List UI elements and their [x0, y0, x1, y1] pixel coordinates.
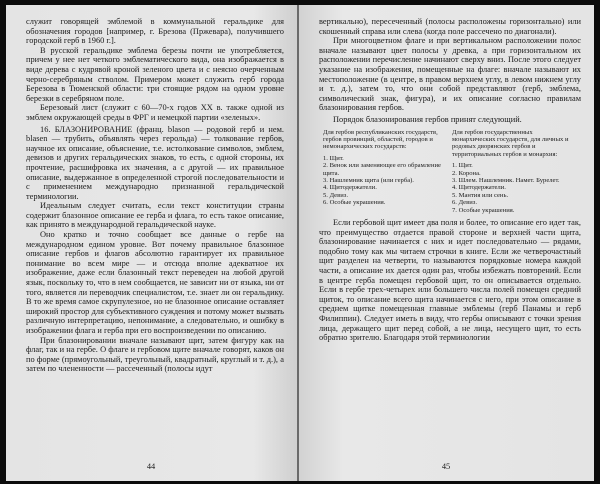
- paragraph: служит говорящей эмблемой в коммунальной геральдике для обозначения городов [например, г. Брезова (Пржевара), получившего городской герб в 1960 г.].: [26, 17, 284, 46]
- list-item: 2. Венок или заменяющее его обрамление щита.: [323, 162, 441, 177]
- list-item: 2. Корона.: [452, 169, 481, 177]
- paragraph: Идеальным следует считать, если текст конституции страны содержит блазонное описание ее герба и флага, то есть такое описание, как принято в международной геральдической науке.: [26, 201, 284, 230]
- paragraph: При многоцветном флаге и при вертикальном расположении полос вначале называют цвет полосы у древка, а при горизонтальном их расположении перечисление начинают сверху вниз. После этого следует указание на изображения, помещенные на флаге: вначале называют их местоположение (в центре, в правом верхнем углу, в левом нижнем углу и т. д.), затем то, что они собой представляют (герб, эмблема, символический знак, фигура), и их описание согласно правилам блазонирования гербов.: [319, 36, 581, 113]
- left-page: [6, 5, 297, 481]
- list-item: 5. Мантия или сень.: [452, 191, 509, 199]
- page-number: 45: [441, 462, 451, 471]
- paragraph: Если гербовой щит имеет два поля и более, то описание его идет так, что преимущество отдается правой стороне и верхней части щита, блазонирование начинается с них и идет последовательно — рядами, подобно тому как мы читаем строчки в книге. Если же четверочастный щит разделен на четверти, то называются порядковые номера каждой части, а описание их дается один раз, чтобы избежать повторений. Если в центре герба помещен гербовой щит, то он описывается отдельно. Если в гербе трех-четырех или большего числа полей помещен средний щиток, то описание всего щита начинается с него, при этом описание в среднем щитке помещенная главные эмблемы (герб Панамы и герб Филиппин). Следует иметь в виду, что гербы описывают с точки зрения лица, держащего щит перед собой, а не лица, несущего щит, то есть обратно зрителю. Благодаря этой терминологии: [319, 218, 581, 343]
- right-page: [299, 5, 594, 481]
- list-item: 4. Щитодержатели.: [323, 184, 377, 192]
- entry-blazonirovanie: 16. БЛАЗОНИРОВАНИЕ (франц. blason — родовой герб и нем. blasen — трубить, объявлять через герольда) — толкование гербов, научное их описание, объяснение, т.е. истолкование символов, эмблем, девизов и других геральдических знаков, то есть, с одной стороны, их прочтение, расшифровка их значения, а с другой — их правильное описание, выдержанное в определенной строгой последовательности и с применением международно признанной геральдической терминологии.: [26, 124, 284, 201]
- right-page-text: [319, 17, 581, 343]
- paragraph: Порядок блазонирования гербов принят следующий.: [333, 114, 522, 124]
- paragraph: вертикально), пересеченный (полосы расположены горизонтально) или скошенный справа или слева (когда поле рассечено по диагонали).: [319, 17, 581, 36]
- list-item: 1. Щит.: [323, 154, 344, 162]
- paragraph: В русской геральдике эмблема березы почти не употребляется, причем у нее нет четкого эмблематического вида, она изображается в виде дерева с кудрявой кроной зеленого цвета и с неясно очерченным черно-серебряным стволом. Примером может служить герб города Березова в Тюменской области: три стоящие рядом на одном уровне березки в серебряном поле.: [26, 45, 284, 103]
- list-item: 3. Нашлемник щита (или герба).: [323, 176, 414, 184]
- list-item: 1. Щит.: [452, 162, 473, 170]
- list-item: 3. Шлем. Нашлемник. Намет. Бурелет.: [452, 176, 560, 184]
- page-number: 44: [146, 462, 156, 471]
- paragraph: При блазонировании вначале называют щит, затем фигуру как на флаг, так и на гербе. О флаге и гербовом щите вначале говорят, каков он по форме (прямоугольный, треугольный, квадратный, круглый и т. д.), а затем по члененности — рассеченный (полосы идут: [26, 335, 284, 374]
- list-item: 6. Особые украшения.: [323, 199, 386, 207]
- table-column-republican: [323, 129, 452, 214]
- list-item: 4. Щитодержатели.: [452, 184, 506, 192]
- table-column-monarchic: [452, 129, 581, 214]
- left-page-text: [26, 17, 284, 374]
- paragraph: Березовый лист (служит с 60—70-х годов XX в. также одной из эмблем окружающей среды в ФРГ и немецкой партии «зеленых».: [26, 103, 284, 122]
- list-item: 7. Особые украшения.: [452, 206, 515, 214]
- column-header: Для гербов государственных монархических государств, для личных и родовых дворянских гербов и территориальных гербов и монархия:: [452, 128, 569, 158]
- paragraph: Оно кратко и точно сообщает все данные о гербе на международном едином уровне. Вот почему правильное блазонное описание гербов и флагов абсолютно гарантирует их правильное понимание во всем мире — и отсюда вполне адекватное их изображение, даже если блазонный текст переведен на любой другой язык, поскольку то, что в нем сообщается, не зависит ни от языка, ни от того, является ли переводчик специалистом, т.е. знает ли он геральдику. В то же время самое скрупулезное, но не блазонное описание оставляет широкий простор для субъективного суждения и потому может вызвать различную интерпретацию, непонимание, а следовательно, и ошибку в изображении флага и герба при его воспроизведении по описанию.: [26, 230, 284, 335]
- blazon-order-table: [323, 129, 581, 214]
- column-header: Для гербов республиканских государств, гербов провинций, областей, городов и немонархических государств:: [323, 128, 438, 151]
- book-spread: [6, 5, 594, 481]
- list-item: 6. Девиз.: [452, 199, 477, 207]
- list-item: 5. Девиз.: [323, 191, 348, 199]
